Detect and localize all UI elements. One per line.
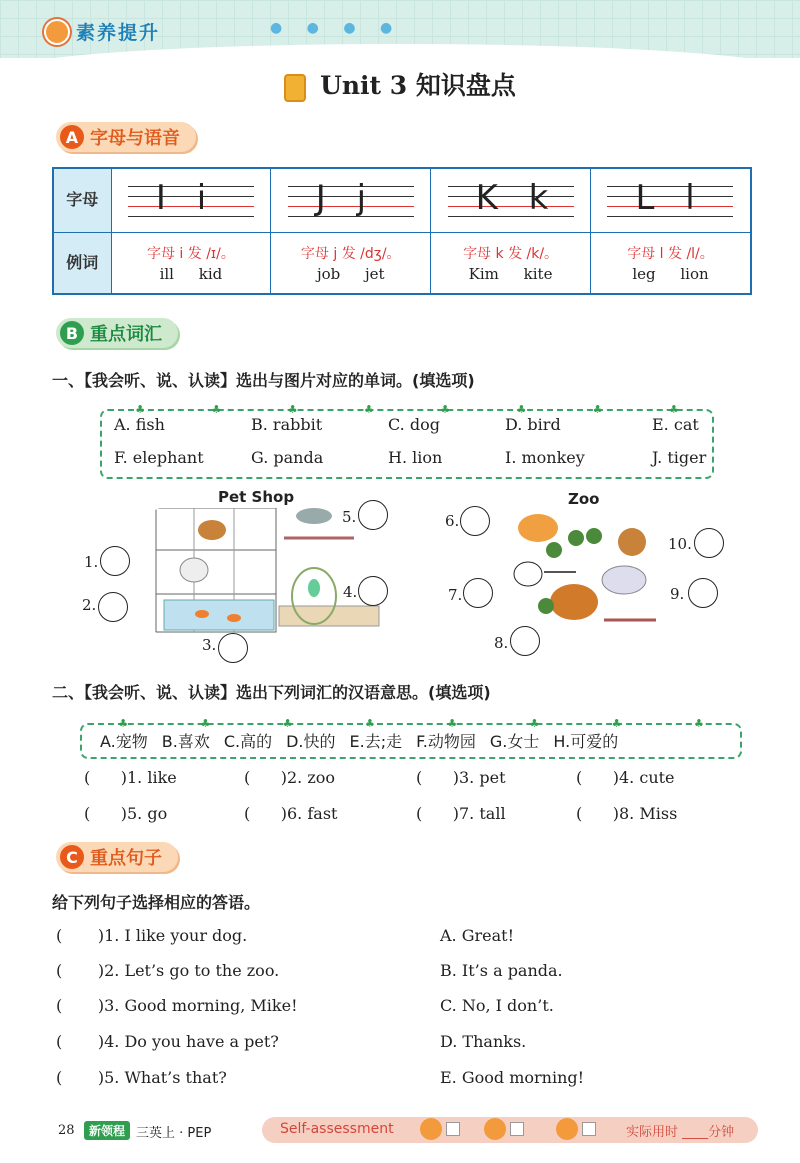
answer-circle-4[interactable] bbox=[358, 576, 388, 606]
vocab-item[interactable]: ( )2. zoo bbox=[244, 768, 336, 787]
meaning-option: B.喜欢 bbox=[161, 732, 210, 751]
answer-circle-7[interactable] bbox=[463, 578, 493, 608]
meaning-option: A.宠物 bbox=[100, 732, 148, 751]
zoo-label-9: 9. bbox=[670, 585, 685, 603]
section-b-tag: B 重点词汇 bbox=[56, 318, 178, 348]
answer-circle-5[interactable] bbox=[358, 500, 388, 530]
letter-cell-l: L l bbox=[590, 168, 751, 232]
option-item: F. elephant bbox=[114, 448, 204, 467]
sentence-question[interactable]: ( )5. What’s that? bbox=[56, 1068, 227, 1087]
zoo-label-10: 10. bbox=[668, 535, 692, 553]
zoo-label-7: 7. bbox=[448, 586, 463, 604]
paw-prints-icon: ● ● ● ● bbox=[270, 20, 403, 36]
question-1-title: 一、【我会听、说、认读】选出与图片对应的单词。(填选项) bbox=[52, 371, 475, 390]
book-icon bbox=[284, 74, 306, 102]
question-2-title: 二、【我会听、说、认读】选出下列词汇的汉语意思。(填选项) bbox=[52, 683, 491, 702]
zoo-label-6: 6. bbox=[445, 512, 460, 530]
example-cell-l: 字母 l 发 /l/。 leg lion bbox=[590, 232, 751, 294]
example-cell-k: 字母 k 发 /k/。 Kim kite bbox=[431, 232, 591, 294]
word-options-box bbox=[100, 403, 714, 479]
self-check-box[interactable] bbox=[582, 1122, 596, 1136]
letter-cell-j: J j bbox=[271, 168, 431, 232]
answer-circle-8[interactable] bbox=[510, 626, 540, 656]
vocab-row-1 bbox=[84, 768, 716, 787]
pet-label-4: 4. bbox=[343, 583, 358, 601]
example-cell-j: 字母 j 发 /dʒ/。 job jet bbox=[271, 232, 431, 294]
grade-label: 三英上 · PEP bbox=[136, 1126, 212, 1141]
vocab-item[interactable]: ( )7. tall bbox=[416, 804, 506, 823]
letters-table bbox=[52, 167, 752, 295]
page-number: 28 bbox=[58, 1123, 75, 1138]
vocab-item[interactable]: ( )5. go bbox=[84, 804, 168, 823]
vocab-item[interactable]: ( )3. pet bbox=[416, 768, 506, 787]
answer-circle-10[interactable] bbox=[694, 528, 724, 558]
vocab-item[interactable]: ( )4. cute bbox=[576, 768, 675, 787]
option-item: I. monkey bbox=[505, 448, 585, 467]
answer-circle-9[interactable] bbox=[688, 578, 718, 608]
examples-row-header: 例词 bbox=[53, 232, 111, 294]
sprout-decoration-icon: ♣ ♣ ♣ ♣ ♣ ♣ ♣ ♣ bbox=[118, 717, 704, 730]
letter-cell-i: I i bbox=[111, 168, 271, 232]
option-item: D. bird bbox=[505, 415, 561, 434]
meaning-option: C.高的 bbox=[223, 732, 273, 751]
sentence-answer: D. Thanks. bbox=[440, 1032, 527, 1051]
sentence-answer: E. Good morning! bbox=[440, 1068, 585, 1087]
pet-label-1: 1. bbox=[84, 553, 99, 571]
option-item: H. lion bbox=[388, 448, 443, 467]
option-item: C. dog bbox=[388, 415, 440, 434]
time-used-label: 实际用时 ____分钟 bbox=[626, 1125, 735, 1140]
meaning-option: F.动物园 bbox=[416, 732, 476, 751]
section-c-instruction: 给下列句子选择相应的答语。 bbox=[52, 893, 261, 912]
sentence-question[interactable]: ( )2. Let’s go to the zoo. bbox=[56, 961, 280, 980]
meaning-option: H.可爱的 bbox=[553, 732, 619, 751]
meaning-option: G.女士 bbox=[489, 732, 540, 751]
pet-shop-illustration bbox=[154, 508, 384, 634]
option-item: A. fish bbox=[114, 415, 165, 434]
answer-circle-3[interactable] bbox=[218, 633, 248, 663]
fox-face-icon bbox=[420, 1118, 442, 1140]
fox-face-icon bbox=[484, 1118, 506, 1140]
self-assessment-bar bbox=[262, 1117, 758, 1143]
sentence-question[interactable]: ( )3. Good morning, Mike! bbox=[56, 996, 298, 1015]
zoo-title: Zoo bbox=[568, 490, 600, 508]
vocab-item[interactable]: ( )8. Miss bbox=[576, 804, 678, 823]
option-item: B. rabbit bbox=[251, 415, 323, 434]
pet-shop-title: Pet Shop bbox=[218, 488, 295, 506]
answer-circle-6[interactable] bbox=[460, 506, 490, 536]
vocab-item[interactable]: ( )6. fast bbox=[244, 804, 338, 823]
sentence-answer: C. No, I don’t. bbox=[440, 996, 554, 1015]
letters-row-header: 字母 bbox=[53, 168, 111, 232]
vocab-item[interactable]: ( )1. like bbox=[84, 768, 177, 787]
letter-cell-k: K k bbox=[431, 168, 591, 232]
pet-label-2: 2. bbox=[82, 596, 97, 614]
pet-label-5: 5. bbox=[342, 508, 357, 526]
series-badge: 新领程 bbox=[84, 1121, 130, 1140]
option-item: J. tiger bbox=[652, 448, 707, 467]
zoo-label-8: 8. bbox=[494, 634, 509, 652]
sentence-answer: A. Great! bbox=[440, 926, 515, 945]
fox-logo-icon bbox=[44, 19, 70, 45]
option-item: E. cat bbox=[652, 415, 699, 434]
meaning-option: D.快的 bbox=[286, 732, 336, 751]
self-check-box[interactable] bbox=[510, 1122, 524, 1136]
fox-face-icon bbox=[556, 1118, 578, 1140]
answer-circle-2[interactable] bbox=[98, 592, 128, 622]
section-a-tag: A 字母与语音 bbox=[56, 122, 196, 152]
zoo-illustration bbox=[500, 506, 668, 636]
footer bbox=[0, 1115, 800, 1145]
pet-label-3: 3. bbox=[202, 636, 217, 654]
example-cell-i: 字母 i 发 /ɪ/。 ill kid bbox=[111, 232, 271, 294]
brand-label: 素养提升 bbox=[76, 22, 161, 44]
answer-circle-1[interactable] bbox=[100, 546, 130, 576]
self-assessment-label: Self-assessment bbox=[280, 1121, 394, 1137]
sentence-answer: B. It’s a panda. bbox=[440, 961, 563, 980]
sentence-question[interactable]: ( )4. Do you have a pet? bbox=[56, 1032, 279, 1051]
sprout-decoration-icon: ♣ ♣ ♣ ♣ ♣ ♣ ♣ ♣ bbox=[135, 403, 679, 416]
section-c-tag: C 重点句子 bbox=[56, 842, 178, 872]
page-title: Unit 3 知识盘点 bbox=[0, 66, 800, 102]
sentence-question[interactable]: ( )1. I like your dog. bbox=[56, 926, 248, 945]
self-check-box[interactable] bbox=[446, 1122, 460, 1136]
option-item: G. panda bbox=[251, 448, 324, 467]
meaning-options-box bbox=[80, 717, 742, 759]
vocab-row-2 bbox=[84, 804, 716, 823]
meaning-option: E.去;走 bbox=[349, 732, 403, 751]
brand bbox=[44, 18, 160, 45]
